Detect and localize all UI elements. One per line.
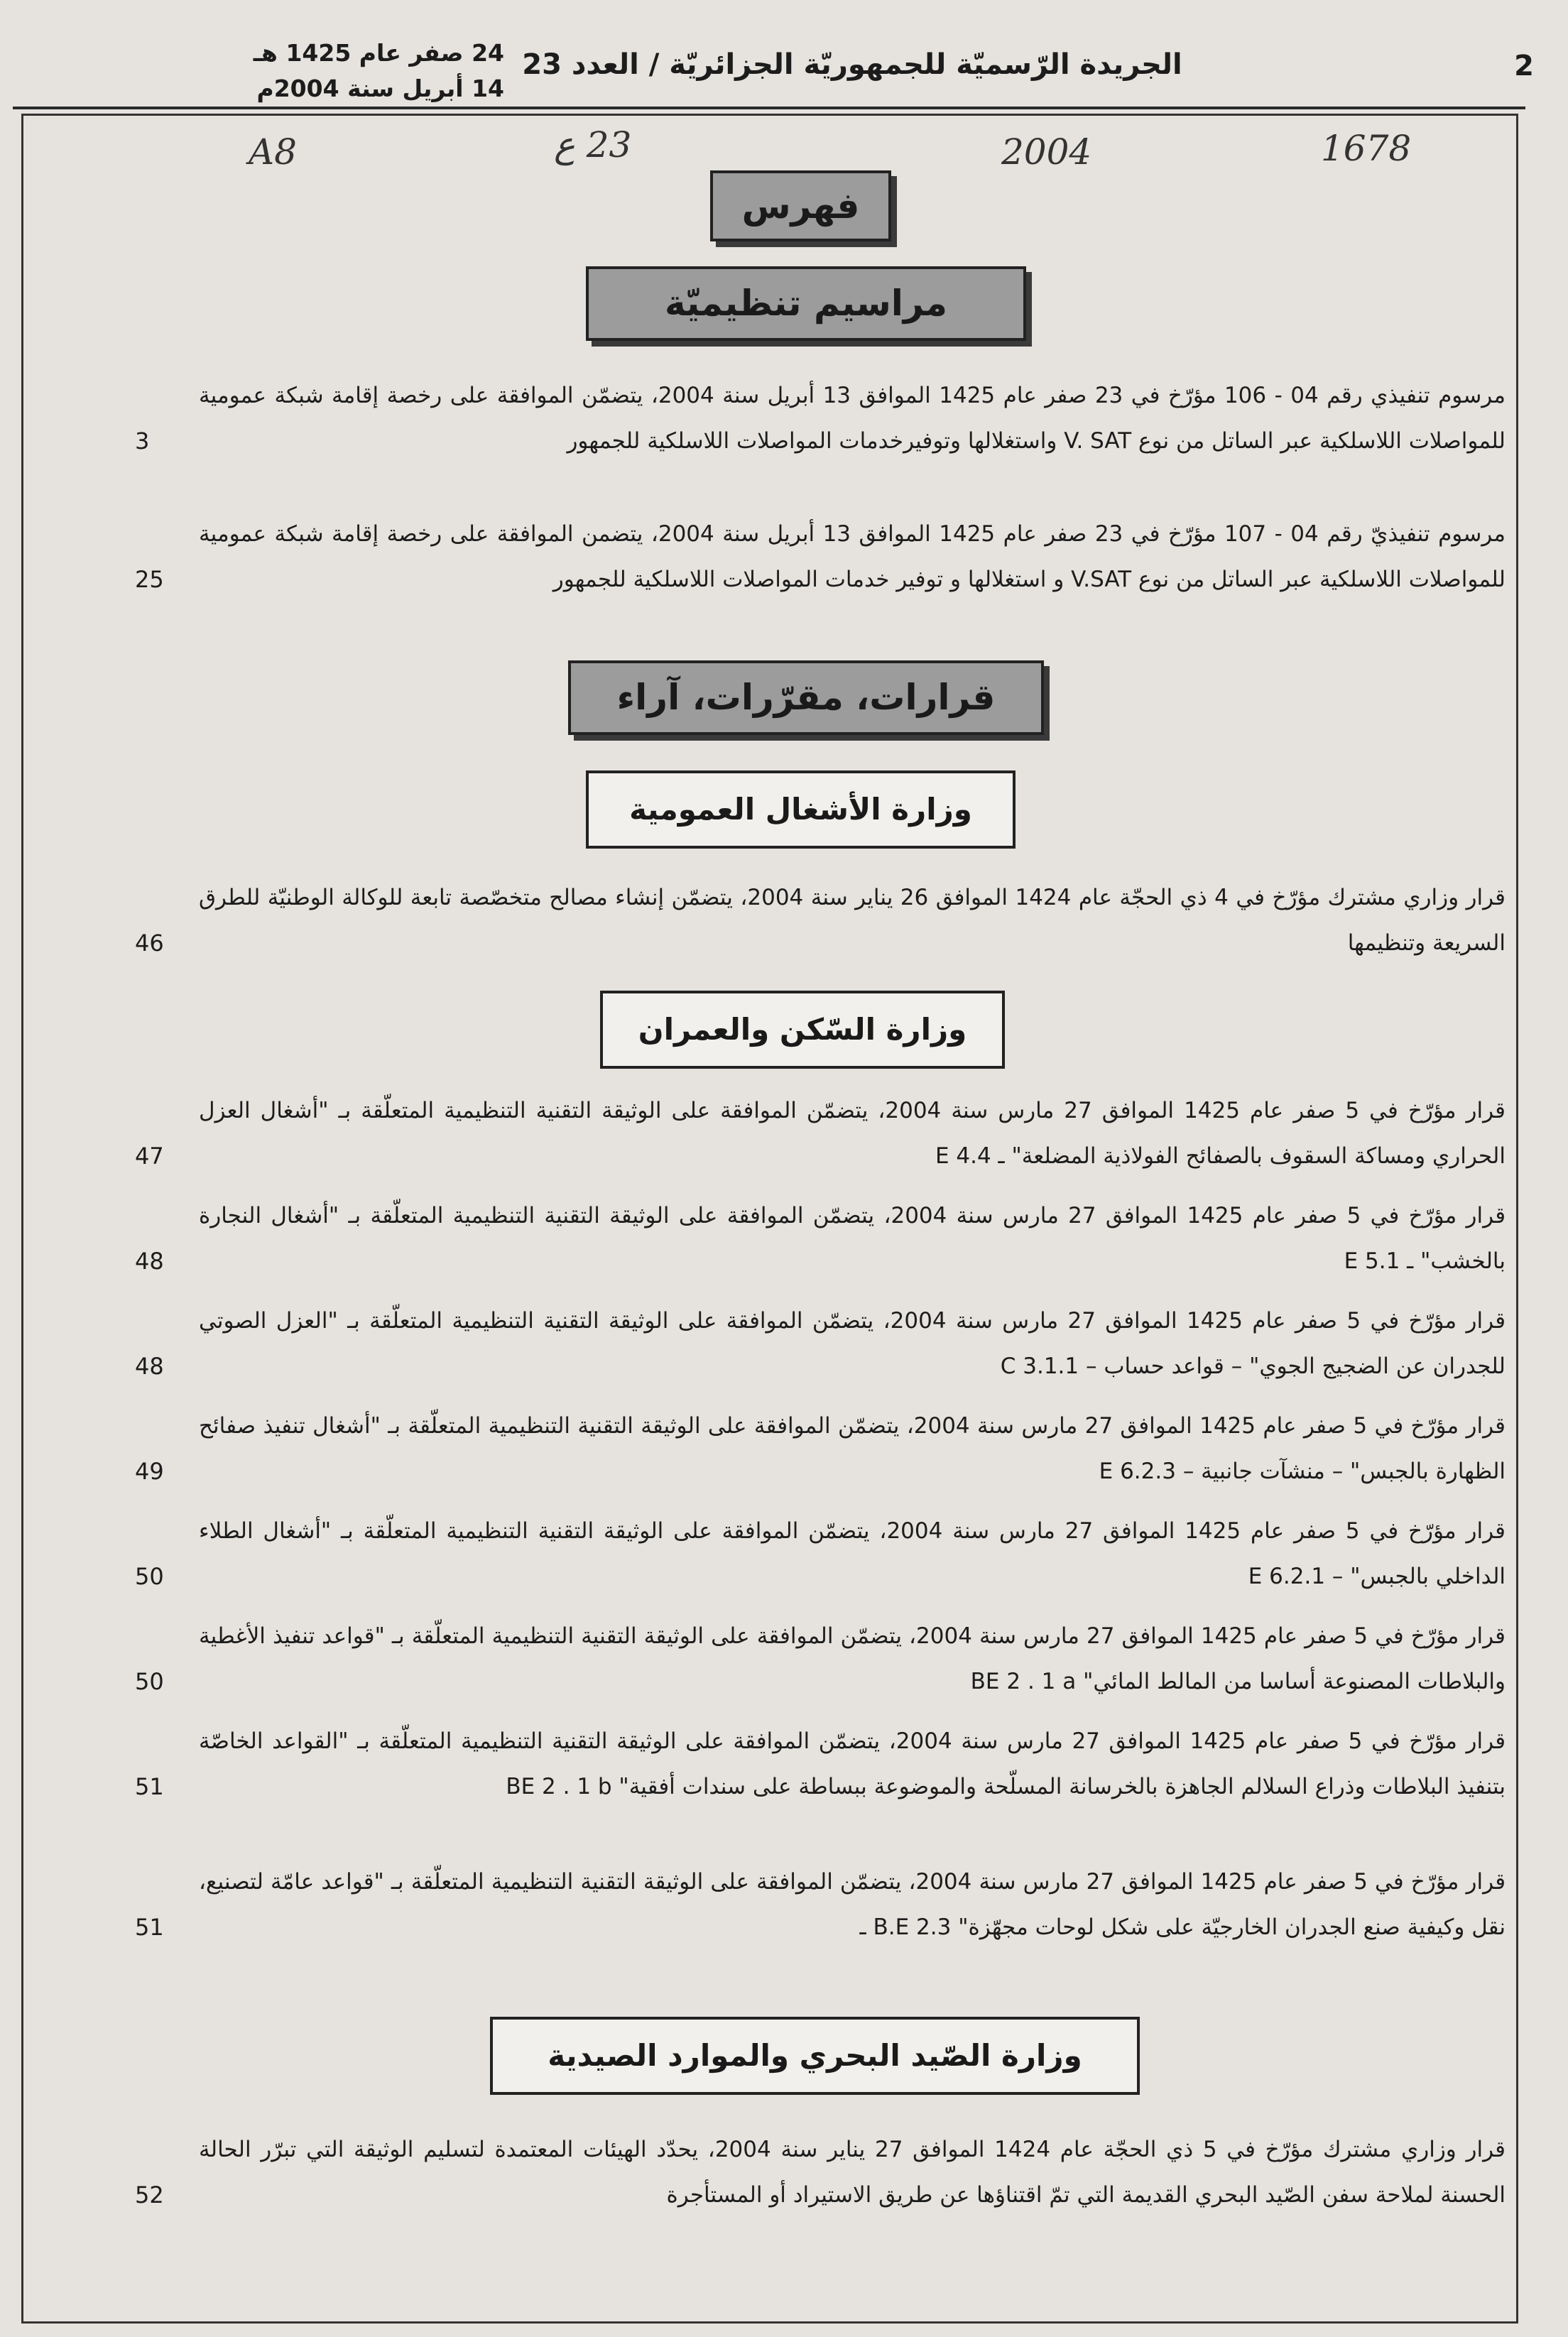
entry-text: مرسوم تنفيذي رقم 04 - 106 مؤرّخ في 23 صفر عام 1425 الموافق 13 أبريل سنة 2004، يتضمّن الموافقة على رخصة إقامة شبكة عمومية للمواصلات اللاسلكية عبر الساتل من نوع V. SAT واستغلالها وتوفيرخدمات المواصلات اللاسلكية للجمهور: [199, 383, 1506, 454]
ministry-title-fisheries: وزارة الصّيد البحري والموارد الصيدية: [490, 2017, 1140, 2095]
ministry-title-public-works: وزارة الأشغال العمومية: [586, 770, 1016, 849]
page-header: [0, 0, 1568, 103]
hijri-date: 24 صفر عام 1425 هـ: [253, 39, 504, 67]
index-entry: [135, 2127, 1506, 2218]
index-entry: [135, 373, 1506, 464]
handwritten-note-issue: 23 ع: [554, 124, 632, 165]
issue-date: [206, 36, 504, 107]
section-title-decisions: قرارات، مقرّرات، آراء: [568, 660, 1044, 735]
entry-text: قرار مؤرّخ في 5 صفر عام 1425 الموافق 27 مارس سنة 2004، يتضمّن الموافقة على الوثيقة التقنية التنظيمية المتعلّقة بـ "أشغال الطلاء الداخلي بالجبس" – E 6.2.1: [199, 1518, 1506, 1589]
entry-text: قرار مؤرّخ في 5 صفر عام 1425 الموافق 27 مارس سنة 2004، يتضمّن الموافقة على الوثيقة التقنية التنظيمية المتعلّقة بـ "العزل الصوتي للجدران عن الضجيج الجوي" – قواعد حساب – C 3.1.1: [199, 1308, 1506, 1379]
entry-text: قرار مؤرّخ في 5 صفر عام 1425 الموافق 27 مارس سنة 2004، يتضمّن الموافقة على الوثيقة التقنية التنظيمية المتعلّقة بـ "أشغال تنفيذ صفائح الظهارة بالجبس" – منشآت جانبية – E 6.2.3: [199, 1413, 1506, 1484]
entry-page-number: 50: [135, 1563, 164, 1590]
index-entry: [135, 1088, 1506, 1179]
entry-page-number: 25: [135, 566, 164, 593]
handwritten-note-right: 1678: [1321, 128, 1412, 169]
entry-page-number: 3: [135, 427, 150, 454]
section-title-decrees: مراسيم تنظيميّة: [586, 266, 1026, 341]
index-entry: [135, 875, 1506, 966]
index-entry: [135, 1403, 1506, 1494]
entry-text: قرار مؤرّخ في 5 صفر عام 1425 الموافق 27 مارس سنة 2004، يتضمّن الموافقة على الوثيقة التقنية التنظيمية المتعلّقة بـ "القواعد الخاصّة بتنفيذ البلاطات وذراع السلالم الجاهزة بالخرسانة المسلّحة والموضوعة ببساطة على سندات أفقية" BE 2 . 1 b: [199, 1728, 1506, 1799]
index-entry: [135, 1718, 1506, 1809]
index-entry: [135, 1613, 1506, 1704]
index-entry: [135, 1508, 1506, 1599]
entry-page-number: 51: [135, 1773, 164, 1800]
index-entry: [135, 511, 1506, 602]
entry-page-number: 50: [135, 1668, 164, 1695]
header-rule: [13, 107, 1525, 109]
entry-text: قرار مؤرّخ في 5 صفر عام 1425 الموافق 27 مارس سنة 2004، يتضمّن الموافقة على الوثيقة التقنية التنظيمية المتعلّقة بـ "قواعد تنفيذ الأغطية والبلاطات المصنوعة أساسا من المالط المائي" BE 2 . 1 a: [199, 1623, 1506, 1694]
entry-page-number: 52: [135, 2181, 164, 2208]
index-entry: [135, 1859, 1506, 1950]
index-entry: [135, 1193, 1506, 1284]
entry-text: قرار وزاري مشترك مؤرّخ في 5 ذي الحجّة عام 1424 الموافق 27 يناير سنة 2004، يحدّد الهيئات المعتمدة لتسليم الوثيقة التي تبرّر الحالة الحسنة لملاحة سفن الصّيد البحري القديمة التي تمّ اقتناؤها عن طريق الاستيراد أو المستأجرة: [199, 2137, 1506, 2208]
entry-text: قرار مؤرّخ في 5 صفر عام 1425 الموافق 27 مارس سنة 2004، يتضمّن الموافقة على الوثيقة التقنية التنظيمية المتعلّقة بـ "قواعد عامّة لتصنيع، نقل وكيفية صنع الجدران الخارجيّة على شكل لوحات مجهّزة" B.E 2.3 ـ: [199, 1869, 1506, 1940]
entry-page-number: 48: [135, 1353, 164, 1380]
entry-text: قرار مؤرّخ في 5 صفر عام 1425 الموافق 27 مارس سنة 2004، يتضمّن الموافقة على الوثيقة التقنية التنظيمية المتعلّقة بـ "أشغال النجارة بالخشب" ـ E 5.1: [199, 1203, 1506, 1274]
index-entry: [135, 1298, 1506, 1389]
entry-page-number: 51: [135, 1914, 164, 1941]
gregorian-date: 14 أبريل سنة 2004م: [256, 75, 504, 102]
entry-page-number: 48: [135, 1248, 164, 1275]
page-number: 2: [1514, 50, 1534, 82]
entry-page-number: 47: [135, 1143, 164, 1170]
entry-text: قرار وزاري مشترك مؤرّخ في 4 ذي الحجّة عام 1424 الموافق 26 يناير سنة 2004، يتضمّن إنشاء مصالح متخصّصة تابعة للوكالة الوطنيّة للطرق السريعة وتنظيمها: [199, 885, 1506, 956]
handwritten-note-year: 2004: [1001, 131, 1092, 173]
index-title: فهرس: [710, 170, 891, 241]
handwritten-note-left: A8: [249, 131, 297, 173]
entry-text: قرار مؤرّخ في 5 صفر عام 1425 الموافق 27 مارس سنة 2004، يتضمّن الموافقة على الوثيقة التقنية التنظيمية المتعلّقة بـ "أشغال العزل الحراري ومساكة السقوف بالصفائح الفولاذية المضلعة" ـ E 4.4: [199, 1098, 1506, 1169]
ministry-title-housing: وزارة السّكن والعمران: [600, 991, 1005, 1069]
entry-page-number: 46: [135, 930, 164, 957]
entry-page-number: 49: [135, 1458, 164, 1485]
entry-text: مرسوم تنفيذيّ رقم 04 - 107 مؤرّخ في 23 صفر عام 1425 الموافق 13 أبريل سنة 2004، يتضمن الموافقة على رخصة إقامة شبكة عمومية للمواصلات اللاسلكية عبر الساتل من نوع V.SAT و استغلالها و توفير خدمات المواصلات اللاسلكية للجمهور: [199, 521, 1506, 592]
gazette-title: الجريدة الرّسميّة للجمهوريّة الجزائريّة / العدد 23: [522, 48, 1182, 81]
